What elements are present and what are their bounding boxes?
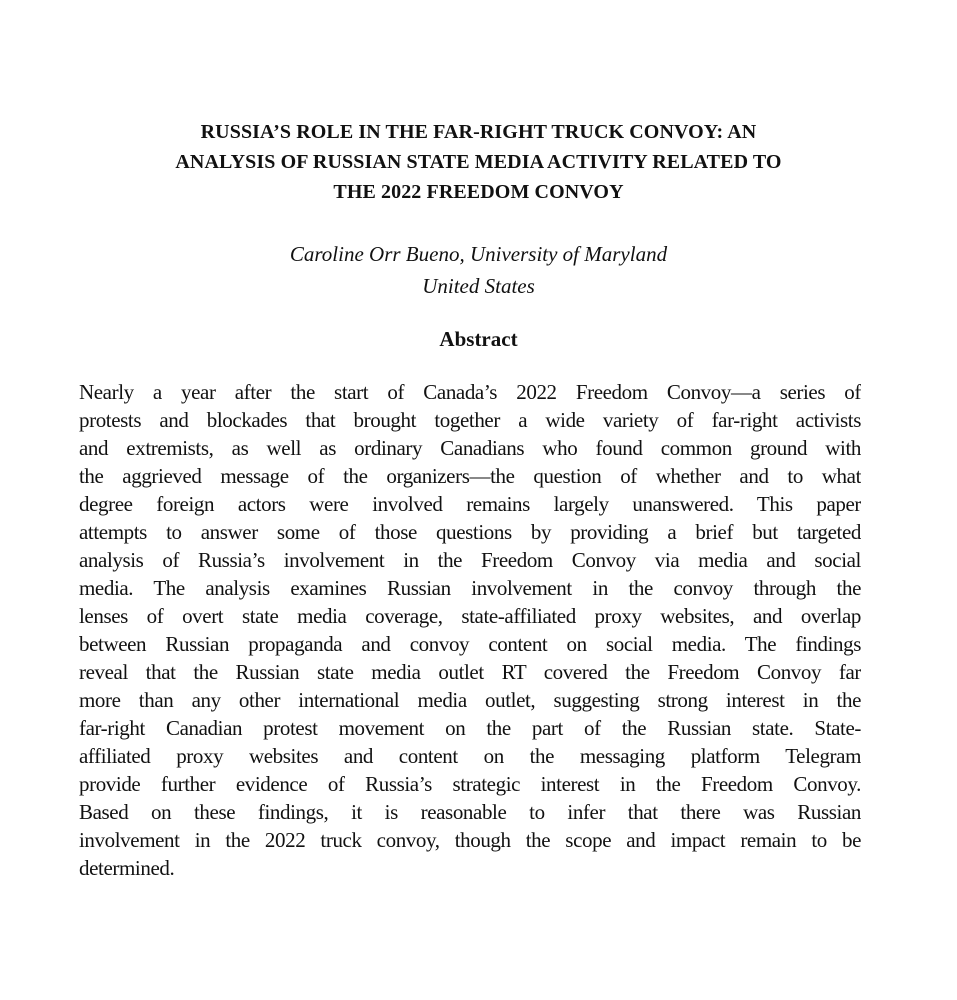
paper-title — [0, 117, 957, 207]
author-country: United States — [422, 274, 535, 298]
abstract-line: determined. — [79, 856, 175, 880]
abstract-line: provide further evidence of Russia’s strategic interest in the Freedom Convoy. — [79, 772, 861, 796]
title-line: RUSSIA’S ROLE IN THE FAR-RIGHT TRUCK CONVOY: AN — [200, 121, 757, 143]
abstract-line: media. The analysis examines Russian involvement in the convoy through the — [79, 576, 861, 600]
abstract-line: protests and blockades that brought together a wide variety of far-right activists — [79, 408, 861, 432]
author-affiliation: Caroline Orr Bueno, University of Maryland — [289, 242, 668, 266]
abstract-line: affiliated proxy websites and content on the messaging platform Telegram — [79, 744, 861, 768]
abstract-line: attempts to answer some of those questions by providing a brief but targeted — [79, 520, 861, 544]
abstract-line: involvement in the 2022 truck convoy, though the scope and impact remain to be — [79, 828, 861, 852]
abstract-line: more than any other international media outlet, suggesting strong interest in the — [79, 688, 861, 712]
abstract-line: reveal that the Russian state media outlet RT covered the Freedom Convoy far — [79, 660, 861, 684]
title-line: ANALYSIS OF RUSSIAN STATE MEDIA ACTIVITY RELATED TO — [175, 151, 782, 173]
abstract-line: Based on these findings, it is reasonable to infer that there was Russian — [79, 800, 861, 824]
abstract-line: Nearly a year after the start of Canada’s 2022 Freedom Convoy—a series of — [79, 380, 861, 404]
abstract-line: analysis of Russia’s involvement in the Freedom Convoy via media and social — [79, 548, 861, 572]
author-block — [0, 238, 957, 302]
abstract-body — [79, 378, 861, 882]
title-line: THE 2022 FREEDOM CONVOY — [333, 181, 624, 203]
abstract-line: lenses of overt state media coverage, state-affiliated proxy websites, and overlap — [79, 604, 861, 628]
abstract-line: and extremists, as well as ordinary Canadians who found common ground with — [79, 436, 861, 460]
abstract-line: the aggrieved message of the organizers—the question of whether and to what — [79, 464, 861, 488]
abstract-line: between Russian propaganda and convoy content on social media. The findings — [79, 632, 861, 656]
abstract-line: degree foreign actors were involved remains largely unanswered. This paper — [79, 492, 861, 516]
abstract-heading: Abstract — [439, 327, 518, 351]
abstract-line: far-right Canadian protest movement on the part of the Russian state. State- — [79, 716, 861, 740]
